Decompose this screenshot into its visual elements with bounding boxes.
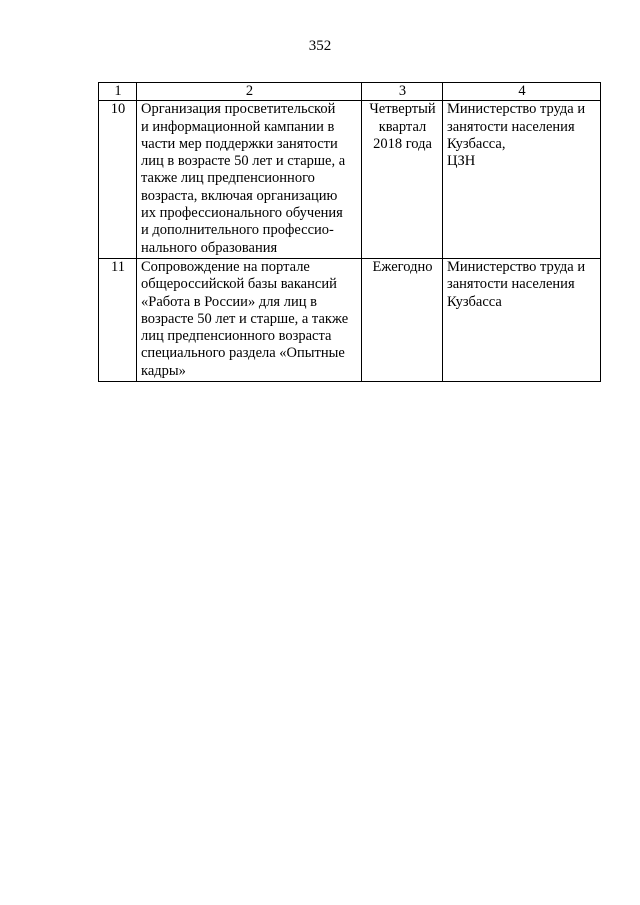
column-header-4: 4 xyxy=(443,83,601,101)
activity-line: лиц предпенсионного возраста xyxy=(141,328,332,345)
executor-cell xyxy=(443,258,601,381)
executor-line: Кузбасса xyxy=(447,293,502,310)
executor-cell xyxy=(443,101,601,259)
column-header-2: 2 xyxy=(137,83,362,101)
executor-line: Кузбасса, xyxy=(447,135,506,152)
executor-line: занятости населения xyxy=(447,276,575,293)
measures-table xyxy=(98,82,601,382)
table-row xyxy=(99,101,601,259)
period-line: Четвертый xyxy=(369,101,436,118)
activity-cell xyxy=(137,258,362,381)
period-cell xyxy=(362,101,443,259)
executor-line: занятости населения xyxy=(447,118,575,135)
activity-line: Сопровождение на портале xyxy=(141,258,310,275)
table-row xyxy=(99,258,601,381)
row-number: 10 xyxy=(99,101,137,259)
executor-line: ЦЗН xyxy=(447,153,476,170)
activity-line: их профессионального обучения xyxy=(141,205,343,222)
activity-line: возрасте 50 лет и старше, а также xyxy=(141,310,349,327)
activity-line: специального раздела «Опытные xyxy=(141,345,345,362)
activity-line: общероссийской базы вакансий xyxy=(141,276,337,293)
activity-line: «Работа в России» для лиц в xyxy=(141,293,317,310)
activity-line: и информационной кампании в xyxy=(141,118,335,135)
row-number: 11 xyxy=(99,258,137,381)
column-header-3: 3 xyxy=(362,83,443,101)
activity-line: возраста, включая организацию xyxy=(141,187,338,204)
activity-line: части мер поддержки занятости xyxy=(141,135,338,152)
page-number: 352 xyxy=(308,38,332,54)
period-line: квартал xyxy=(378,118,427,135)
activity-line: также лиц предпенсионного xyxy=(141,170,315,187)
activity-line: Организация просветительской xyxy=(141,101,336,118)
activity-line: нального образования xyxy=(141,239,278,256)
activity-cell xyxy=(137,101,362,259)
column-header-1: 1 xyxy=(99,83,137,101)
table-header-row xyxy=(99,83,601,101)
period-line: Ежегодно xyxy=(372,258,433,275)
executor-line: Министерство труда и xyxy=(447,101,586,118)
executor-line: Министерство труда и xyxy=(447,258,586,275)
period-line: 2018 года xyxy=(373,135,432,152)
activity-line: кадры» xyxy=(141,362,186,379)
period-cell xyxy=(362,258,443,381)
activity-line: лиц в возрасте 50 лет и старше, а xyxy=(141,153,346,170)
activity-line: и дополнительного профессио- xyxy=(141,222,334,239)
